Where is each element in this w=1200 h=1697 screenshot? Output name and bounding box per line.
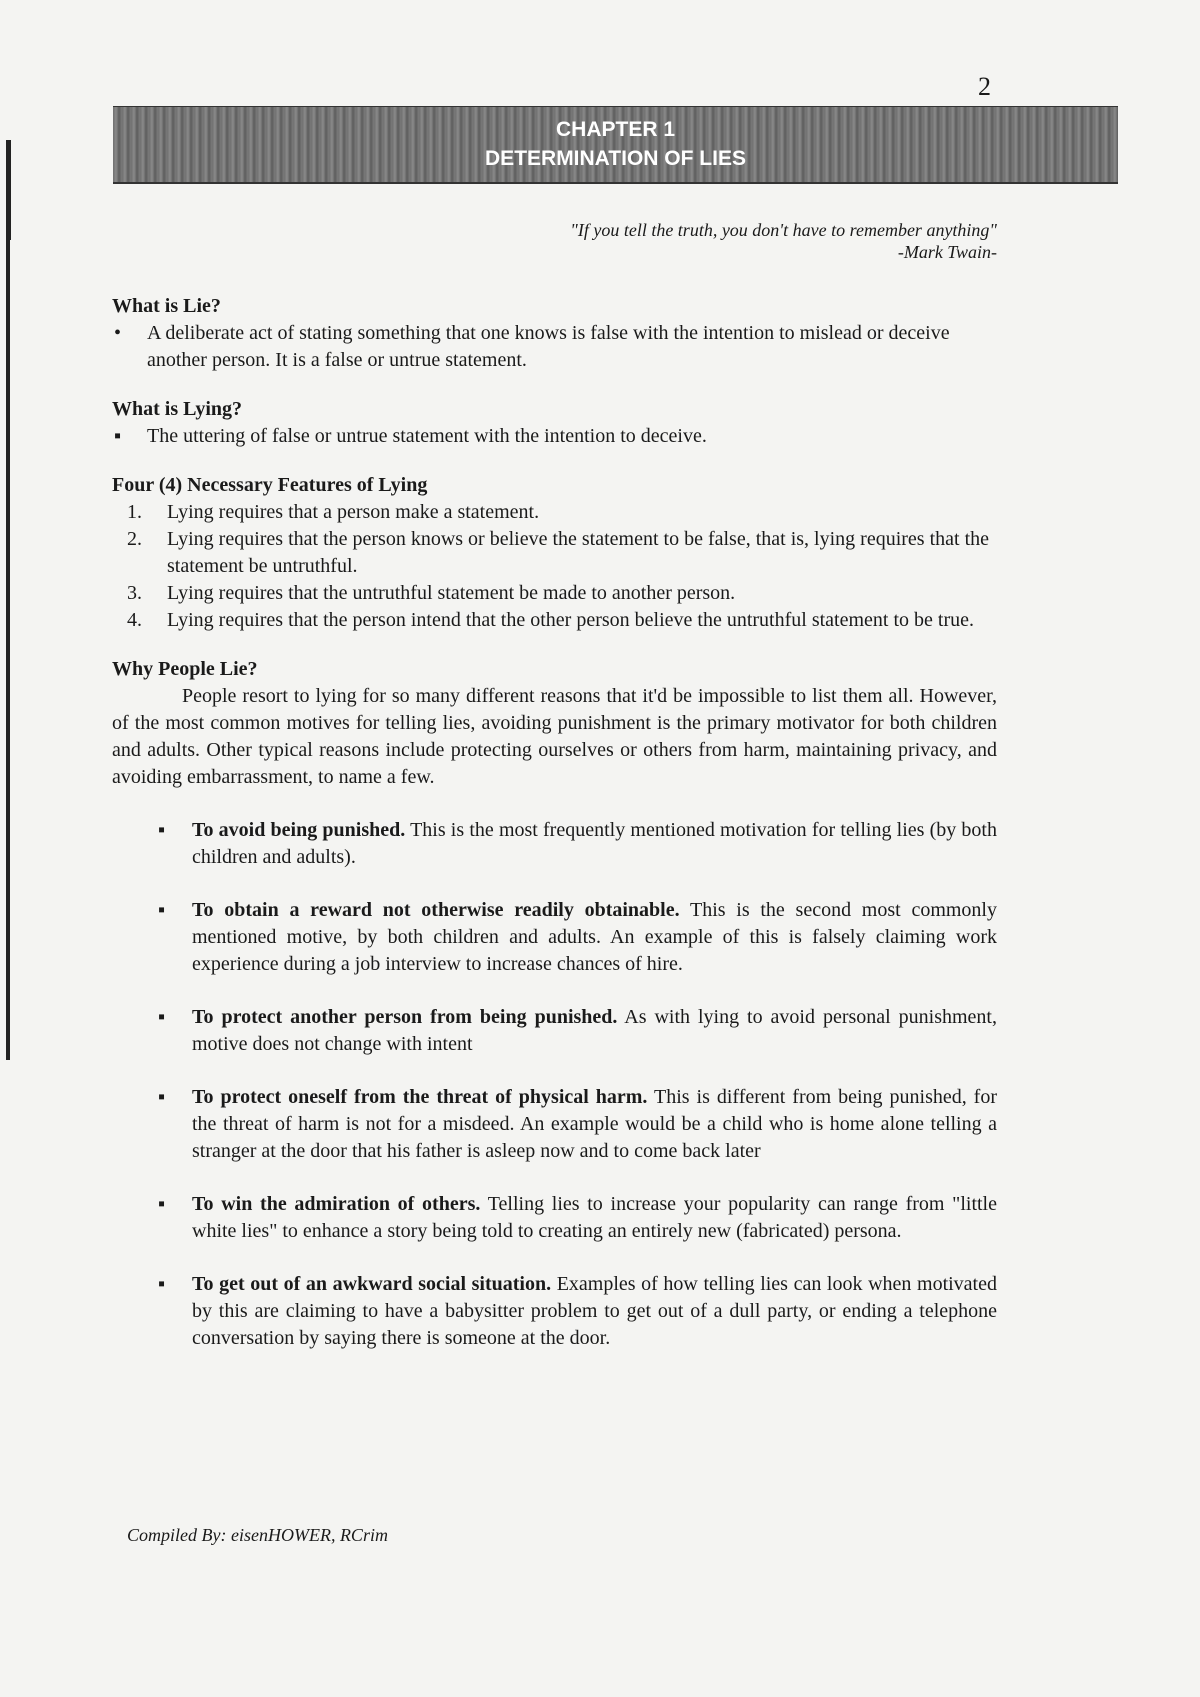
list-item bbox=[112, 499, 997, 526]
bullet-icon: ▪ bbox=[158, 1273, 166, 1295]
list-item bbox=[112, 423, 997, 450]
quote-text: "If you tell the truth, you don't have to remember anything" bbox=[570, 220, 997, 240]
list-item-text: The uttering of false or untrue statement with the intention to deceive. bbox=[147, 425, 707, 447]
section-what-is-lying bbox=[112, 396, 997, 450]
list-item bbox=[112, 1271, 997, 1352]
main-content bbox=[112, 293, 997, 1378]
motive-text: Telling lies to increase your popularity can range from "little white lies" to enhance a story being told to creating an entirely new (fabricated) persona. bbox=[192, 1193, 997, 1242]
features-list bbox=[112, 499, 997, 634]
section-heading: What is Lying? bbox=[112, 398, 243, 420]
motive-title: To get out of an awkward social situation. bbox=[192, 1273, 552, 1295]
motive-text: As with lying to avoid personal punishment, motive does not change with intent bbox=[192, 1006, 997, 1055]
list-item bbox=[112, 607, 997, 634]
list-item bbox=[112, 580, 997, 607]
bullet-icon: ▪ bbox=[158, 1006, 166, 1028]
bullet-icon: ▪ bbox=[158, 1086, 166, 1108]
list-item-text: Lying requires that the person knows or believe the statement to be false, that is, lying requires that the statement be untruthful. bbox=[167, 528, 990, 577]
page-number: 2 bbox=[978, 72, 991, 101]
list-item bbox=[112, 817, 997, 871]
quote-author: -Mark Twain- bbox=[897, 242, 997, 262]
list-item bbox=[112, 320, 997, 374]
bullet-icon: ▪ bbox=[158, 1193, 166, 1215]
motive-text: Examples of how telling lies can look when motivated by this are claiming to have a babysitter problem to get out of a dull party, or ending a telephone conversation by saying there is someone at the door. bbox=[192, 1273, 997, 1349]
section-heading: Why People Lie? bbox=[112, 658, 258, 680]
scan-edge-line bbox=[6, 220, 10, 1060]
bullet-icon: ▪ bbox=[158, 899, 166, 921]
list-item-text: A deliberate act of stating something that one knows is false with the intention to mislead or deceive another person. It is a false or untrue statement. bbox=[147, 322, 950, 371]
section-why-people-lie bbox=[112, 656, 997, 1352]
section-features bbox=[112, 472, 997, 634]
chapter-banner bbox=[113, 106, 1118, 184]
section-heading: Four (4) Necessary Features of Lying bbox=[112, 474, 428, 496]
motive-text: This is the second most commonly mentioned motive, by both children and adults. An example of this is falsely claiming work experience during a job interview to increase chances of hire. bbox=[192, 899, 997, 975]
motive-title: To protect oneself from the threat of physical harm. bbox=[192, 1086, 648, 1108]
motive-title: To win the admiration of others. bbox=[192, 1193, 481, 1215]
motive-title: To avoid being punished. bbox=[192, 819, 406, 841]
list-item bbox=[112, 1191, 997, 1245]
epigraph bbox=[500, 219, 997, 263]
item-number: 1. bbox=[127, 501, 142, 523]
section-heading: What is Lie? bbox=[112, 295, 221, 317]
footer-credit: Compiled By: eisenHOWER, RCrim bbox=[127, 1525, 388, 1545]
motive-text: This is different from being punished, for the threat of harm is not for a misdeed. An example would be a child who is home alone telling a stranger at the door that his father is asleep now and to come back later bbox=[192, 1086, 998, 1162]
why-paragraph: People resort to lying for so many different reasons that it'd be impossible to list them all. However, of the most common motives for telling lies, avoiding punishment is the primary motivator for both children and adults. Other typical reasons include protecting ourselves or others from harm, maintaining privacy, and avoiding embarrassment, to name a few. bbox=[112, 685, 997, 788]
motive-title: To obtain a reward not otherwise readily obtainable. bbox=[192, 899, 680, 921]
bullet-icon: ▪ bbox=[114, 425, 122, 447]
item-number: 2. bbox=[127, 528, 142, 550]
bullet-icon: ▪ bbox=[158, 819, 166, 841]
item-number: 4. bbox=[127, 609, 142, 631]
chapter-label: CHAPTER 1 bbox=[555, 118, 676, 141]
list-item bbox=[112, 897, 997, 978]
list-item-text: Lying requires that the person intend that the other person believe the untruthful statement to be true. bbox=[167, 609, 974, 631]
section-what-is-lie bbox=[112, 293, 997, 374]
bullet-icon: • bbox=[114, 322, 122, 344]
list-item-text: Lying requires that the untruthful statement be made to another person. bbox=[167, 582, 736, 604]
list-item-text: Lying requires that a person make a statement. bbox=[167, 501, 540, 523]
list-item bbox=[112, 1084, 997, 1165]
item-number: 3. bbox=[127, 582, 142, 604]
motive-text: This is the most frequently mentioned motivation for telling lies (by both children and adults). bbox=[192, 819, 997, 868]
list-item bbox=[112, 1004, 997, 1058]
motive-title: To protect another person from being punished. bbox=[192, 1006, 618, 1028]
chapter-title: DETERMINATION OF LIES bbox=[485, 147, 746, 170]
list-item bbox=[112, 526, 997, 580]
motives-list bbox=[112, 817, 997, 1352]
